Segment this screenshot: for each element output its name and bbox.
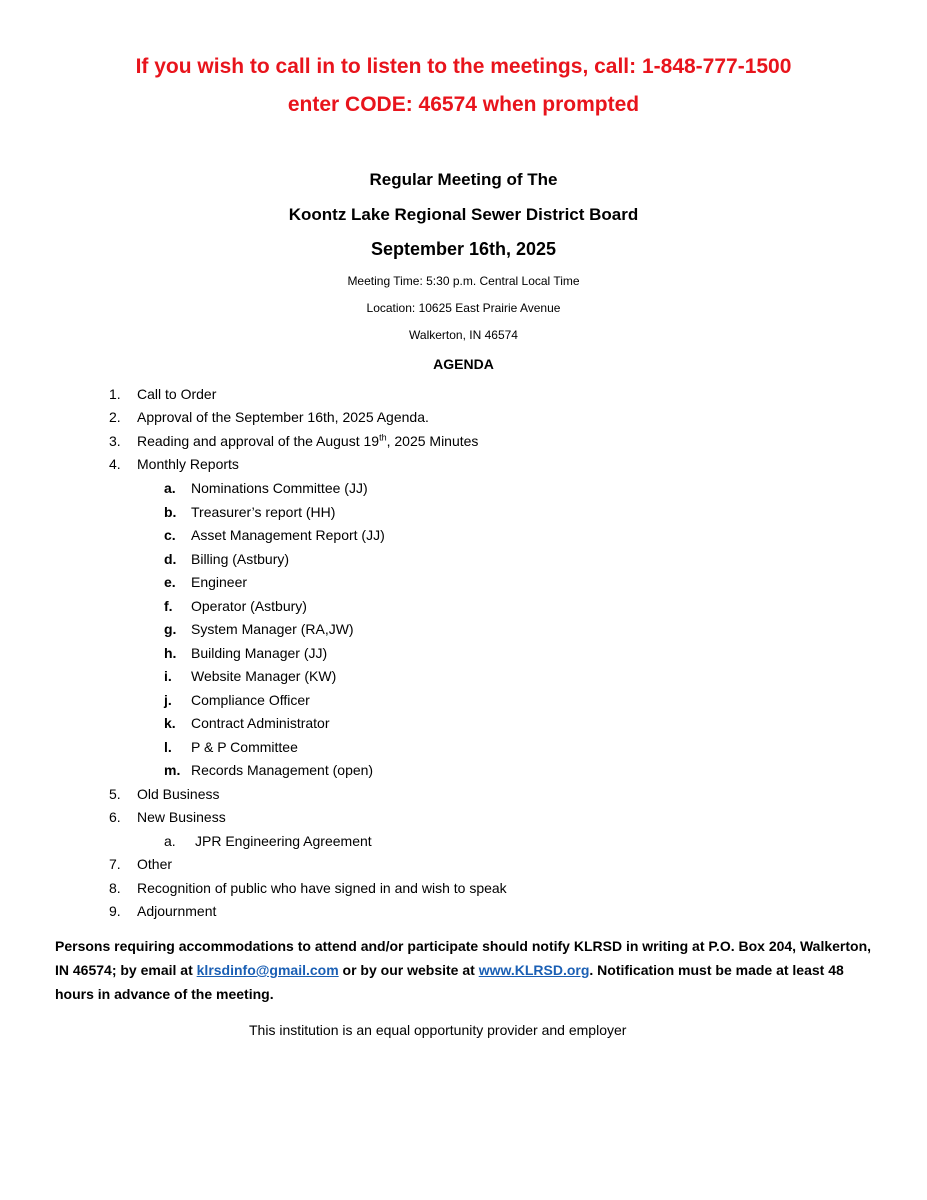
report-item: a. Nominations Committee (JJ) — [164, 480, 368, 496]
accommodation-notice: Persons requiring accommodations to attend and/or participate should notify KLRSD in writing at P.O. Box 204, Walkerton, IN 46574; by email at klrsdinfo@gmail.com or by our website at www.KLRSD.org. Notification must be made at least 48 hours in advance of the meeting. — [55, 938, 872, 1002]
agenda-item: 1. Call to Order — [109, 386, 217, 402]
board-name: Koontz Lake Regional Sewer District Board — [288, 205, 639, 224]
report-item: j. Compliance Officer — [164, 692, 310, 708]
website-link[interactable]: www.KLRSD.org — [478, 962, 590, 978]
meeting-city: Walkerton, IN 46574 — [409, 328, 518, 342]
meeting-location: Location: 10625 East Prairie Avenue — [366, 301, 561, 315]
callin-line-1: If you wish to call in to listen to the meetings, call: 1-848-777-1500 — [135, 55, 792, 78]
email-link[interactable]: klrsdinfo@gmail.com — [196, 962, 339, 978]
new-business-item: a. JPR Engineering Agreement — [164, 833, 372, 849]
agenda-item: 9. Adjournment — [109, 903, 217, 919]
equal-opportunity-statement: This institution is an equal opportunity provider and employer — [249, 1022, 627, 1038]
meeting-title: Regular Meeting of The — [369, 170, 558, 189]
report-item: h. Building Manager (JJ) — [164, 645, 328, 661]
report-item: c. Asset Management Report (JJ) — [164, 527, 385, 543]
agenda-item: 4. Monthly Reports — [109, 456, 239, 472]
agenda-item: 8. Recognition of public who have signed in and wish to speak — [109, 880, 507, 896]
report-item: b. Treasurer’s report (HH) — [164, 504, 336, 520]
report-item: l. P & P Committee — [164, 739, 298, 755]
agenda-item: 5. Old Business — [109, 786, 220, 802]
agenda-item: 3. Reading and approval of the August 19th, 2025 Minutes — [109, 432, 479, 449]
agenda-item: 2. Approval of the September 16th, 2025 Agenda. — [109, 409, 429, 425]
callin-line-2: enter CODE: 46574 when prompted — [287, 93, 640, 116]
report-item: k. Contract Administrator — [164, 715, 330, 731]
report-item: f. Operator (Astbury) — [164, 598, 307, 614]
agenda-item: 6. New Business — [109, 809, 226, 825]
report-item: m. Records Management (open) — [164, 762, 374, 778]
report-item: e. Engineer — [164, 574, 248, 590]
agenda-item: 7. Other — [109, 856, 173, 872]
agenda-heading: AGENDA — [433, 356, 494, 372]
report-item: d. Billing (Astbury) — [164, 551, 290, 567]
meeting-date: September 16th, 2025 — [370, 239, 557, 259]
report-item: g. System Manager (RA,JW) — [164, 621, 354, 637]
report-item: i. Website Manager (KW) — [164, 668, 337, 684]
meeting-time: Meeting Time: 5:30 p.m. Central Local Time — [347, 274, 580, 288]
